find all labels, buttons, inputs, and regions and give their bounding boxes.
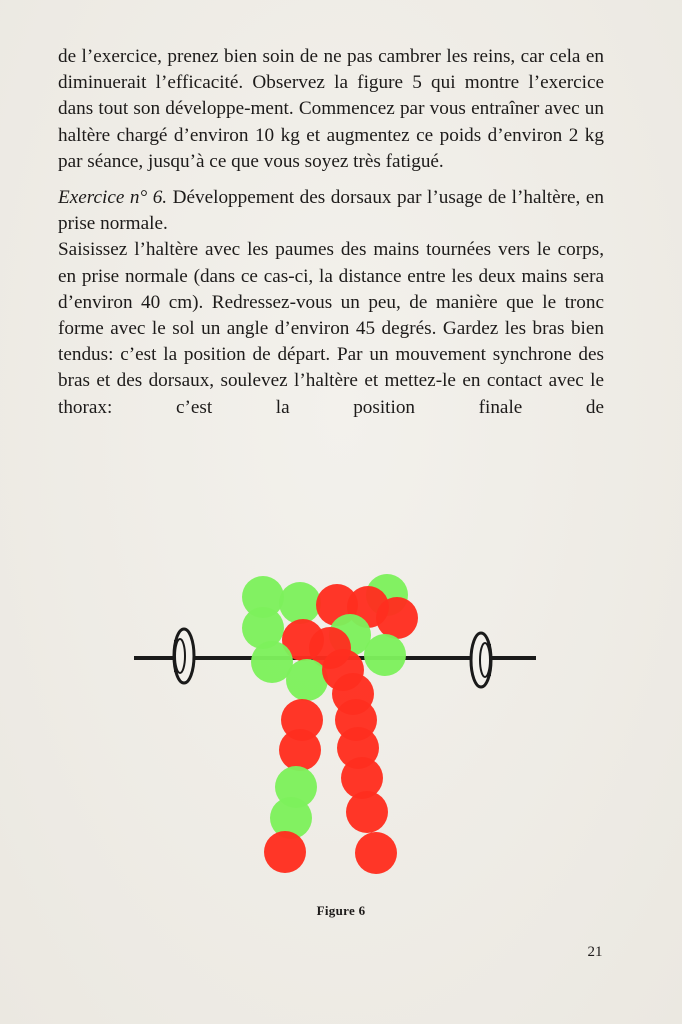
right-weight-plate <box>471 633 491 687</box>
exercise-label: Exercice n° 6. <box>58 187 168 209</box>
red-dot <box>264 831 306 873</box>
paragraph-1: de l’exercice, prenez bien soin de ne pas cambrer les reins, car cela en diminuerait l’efficacité. Observez la figure 5 qui montre l’exercice dans tout son développe-ment. Commencez par vous entraîner avec un haltère chargé d’environ 10 kg et augmentez ce poids d’environ 2 kg par séance, jusqu’à ce que vous soyez très fatigué. <box>58 46 604 172</box>
left-weight-plate <box>174 629 194 683</box>
red-dot <box>346 791 388 833</box>
figure-caption: Figure 6 <box>316 903 366 918</box>
page-number: 21 <box>587 944 603 960</box>
red-dot <box>355 832 397 874</box>
red-dot <box>376 597 418 639</box>
green-dot <box>279 582 321 624</box>
exercise-title: Développement des dorsaux par l’usage de l’haltère, en prise normale. <box>58 187 604 235</box>
green-dot <box>286 659 328 701</box>
figure-dots <box>242 574 418 874</box>
green-dot <box>364 634 406 676</box>
red-dot <box>279 729 321 771</box>
figure-6-illustration <box>0 560 682 890</box>
body-text <box>58 44 604 421</box>
exercise-heading <box>58 185 604 237</box>
paragraph-3: Saisissez l’haltère avec les paumes des mains tournées vers le corps, en prise normale (dans ce cas-ci, la distance entre les deux mains sera d’environ 40 cm). Redressez-vous un peu, de manière que le tronc forme avec le sol un angle d’environ 45 degrés. Gardez les bras bien tendus: c’est la position de départ. Par un mouvement synchrone des bras et des dorsaux, soulevez l’haltère et mettez-le en contact avec le thorax: c’est la position finale de <box>58 239 604 418</box>
